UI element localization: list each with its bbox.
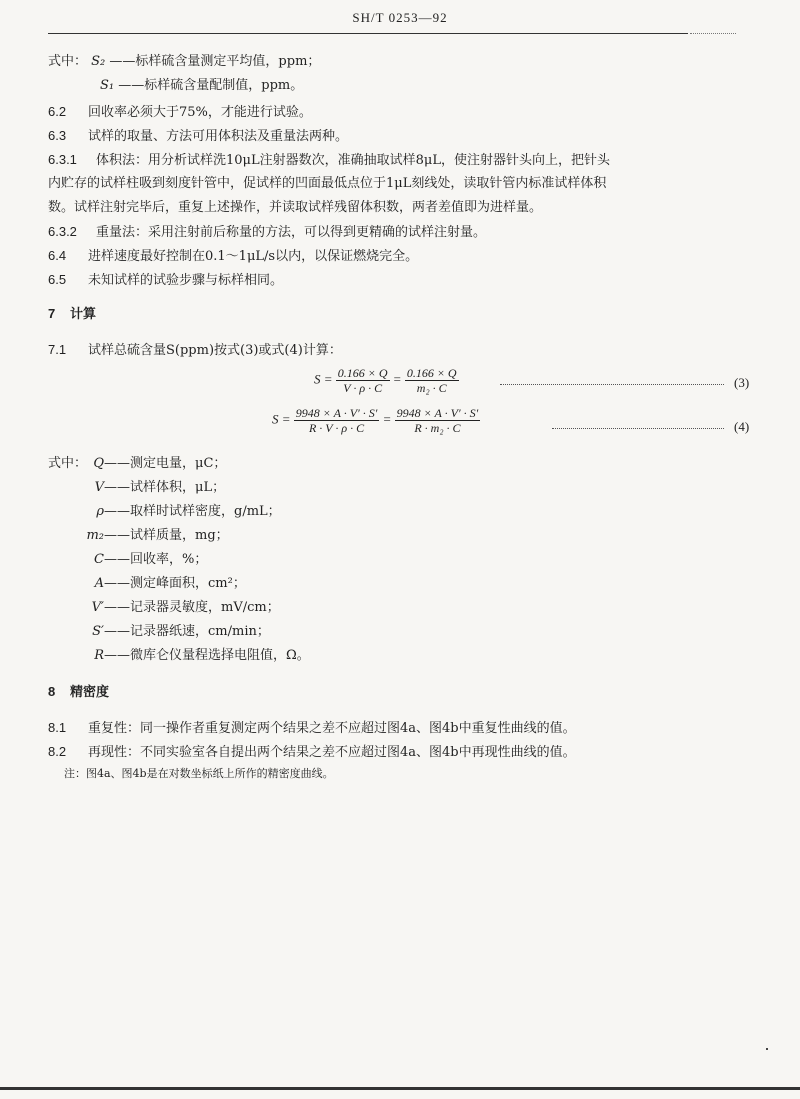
eq4-numerator-1: 9948 × A · V′ · S′ [295, 406, 378, 420]
variable-definition-row [86, 528, 229, 544]
clause-text: 试样总硫含量S(ppm)按式(3)或式(4)计算： [88, 343, 342, 358]
variable-description: ——记录器灵敏度，mV/cm； [104, 600, 280, 615]
variable-definition-row [86, 648, 310, 664]
clause-text: 试样的取量、方法可用体积法及重量法两种。 [88, 129, 349, 144]
variable-symbol: ρ [96, 504, 104, 519]
clause-6-3-1-line1 [48, 152, 610, 169]
clause-7-1 [48, 342, 342, 359]
page-speck [766, 1048, 768, 1050]
header-rule-dots [690, 33, 736, 35]
variable-symbol: S′ [92, 624, 104, 639]
eq4-denominator-1: R · V · ρ · C [308, 421, 365, 435]
where-list-label: 式中： [48, 456, 88, 471]
clause-8-1 [48, 720, 576, 737]
section-8-heading [48, 684, 109, 700]
clause-number: 8.2 [48, 744, 67, 759]
where-s1-line [100, 78, 303, 94]
eq3-numerator-2: 0.166 × Q [406, 366, 457, 380]
equation-4 [272, 406, 480, 435]
clause-8-2 [48, 744, 576, 761]
clause-number: 6.3.1 [48, 152, 77, 167]
equation-3 [314, 366, 459, 395]
eq4-leader-dots [552, 428, 724, 430]
eq4-number: (4) [734, 419, 750, 434]
symbol-s2: S₂ [91, 54, 106, 69]
variable-definition-row [86, 504, 281, 520]
eq3-equals: = [392, 371, 402, 387]
variable-definition-row [86, 552, 207, 568]
clause-number: 6.2 [48, 104, 67, 119]
variable-definition-row [86, 600, 280, 616]
section-title: 计算 [70, 306, 97, 321]
variable-description: ——试样体积，μL； [104, 480, 226, 495]
variable-description: ——回收率，%； [104, 552, 208, 567]
variable-description: ——微库仑仪量程选择电阻值，Ω。 [104, 648, 310, 663]
where-s2-line [48, 54, 320, 70]
clause-text: 体积法：用分析试样洗10μL注射器数次，准确抽取试样8μL，使注射器针头向上，把针头 [96, 153, 610, 168]
eq4-fraction-1 [294, 406, 380, 435]
eq4-denominator-2: R · m₂ · C [414, 421, 461, 435]
eq3-fraction-1 [336, 366, 390, 395]
standard-code-header: SH/T 0253—92 [352, 10, 448, 25]
variable-symbol: C [94, 552, 104, 567]
clause-text: 重复性：同一操作者重复测定两个结果之差不应超过图4a、图4b中重复性曲线的值。 [88, 721, 576, 736]
eq3-fraction-2 [405, 366, 459, 395]
where-s2-text: ——标样硫含量测定平均值，ppm； [109, 54, 321, 69]
eq4-numerator-2: 9948 × A · V′ · S′ [396, 406, 479, 420]
clause-text: 再现性：不同实验室各自提出两个结果之差不应超过图4a、图4b中再现性曲线的值。 [88, 745, 576, 760]
variable-definition-row [86, 624, 270, 640]
variable-symbol: V [94, 480, 104, 495]
clause-number: 6.3 [48, 128, 67, 143]
variable-description: ——取样时试样密度，g/mL； [104, 504, 281, 519]
variable-description: ——测定峰面积，cm²； [104, 576, 246, 591]
section-number: 7 [48, 306, 56, 321]
clause-text: 回收率必须大于75%，才能进行试验。 [88, 105, 312, 120]
symbol-s1: S₁ [100, 78, 115, 93]
clause-number: 6.4 [48, 248, 67, 263]
eq3-lhs: S = [314, 371, 333, 387]
eq3-denominator-1: V · ρ · C [343, 381, 383, 395]
eq3-denominator-2: m₂ · C [416, 381, 447, 395]
clause-number: 6.3.2 [48, 224, 77, 239]
eq4-equals: = [382, 411, 392, 427]
clause-6-3 [48, 128, 348, 145]
variable-description: ——试样质量，mg； [104, 528, 229, 543]
clause-6-3-1-line2: 内贮存的试样柱吸到刻度针管中，促试样的凹面最低点位于1μL刻线处，读取针管内标准试样体积 [48, 176, 607, 191]
clause-6-3-2 [48, 224, 486, 241]
clause-6-2 [48, 104, 312, 121]
clause-text: 重量法：采用注射前后称量的方法，可以得到更精确的试样注射量。 [96, 225, 487, 240]
header-rule [48, 33, 688, 34]
variable-symbol: R [94, 648, 104, 663]
section-title: 精密度 [70, 684, 110, 699]
clause-text: 进样速度最好控制在0.1～1μL/s以内，以保证燃烧完全。 [88, 249, 419, 264]
section-7-heading [48, 306, 96, 322]
clause-6-5 [48, 272, 283, 289]
variable-description: ——测定电量，μC； [104, 456, 227, 471]
clause-number: 7.1 [48, 342, 67, 357]
where-label: 式中： [48, 54, 88, 69]
eq3-leader-dots [500, 384, 724, 386]
where-s1-text: ——标样硫含量配制值，ppm。 [118, 78, 304, 93]
clause-number: 8.1 [48, 720, 67, 735]
variable-symbol: Q [93, 456, 104, 471]
clause-number: 6.5 [48, 272, 67, 287]
variable-definition-row [86, 480, 225, 496]
variable-symbol: V′ [91, 600, 104, 615]
eq3-numerator-1: 0.166 × Q [337, 366, 388, 380]
variable-definition-row [86, 456, 226, 472]
section-number: 8 [48, 684, 56, 699]
clause-text: 未知试样的试验步骤与标样相同。 [88, 273, 284, 288]
precision-note: 注：图4a、图4b是在对数坐标纸上所作的精密度曲线。 [64, 767, 334, 780]
variable-symbol: m₂ [86, 528, 104, 543]
eq3-number: (3) [734, 375, 750, 390]
variable-definition-row [86, 576, 246, 592]
eq4-lhs: S = [272, 411, 291, 427]
eq4-fraction-2 [395, 406, 481, 435]
clause-6-3-1-line3: 数。试样注射完毕后，重复上述操作，并读取试样残留体积数，两者差值即为进样量。 [48, 200, 543, 215]
clause-6-4 [48, 248, 418, 265]
variable-symbol: A [94, 576, 104, 591]
variable-description: ——记录器纸速，cm/min； [104, 624, 270, 639]
footer-rule [0, 1087, 800, 1090]
